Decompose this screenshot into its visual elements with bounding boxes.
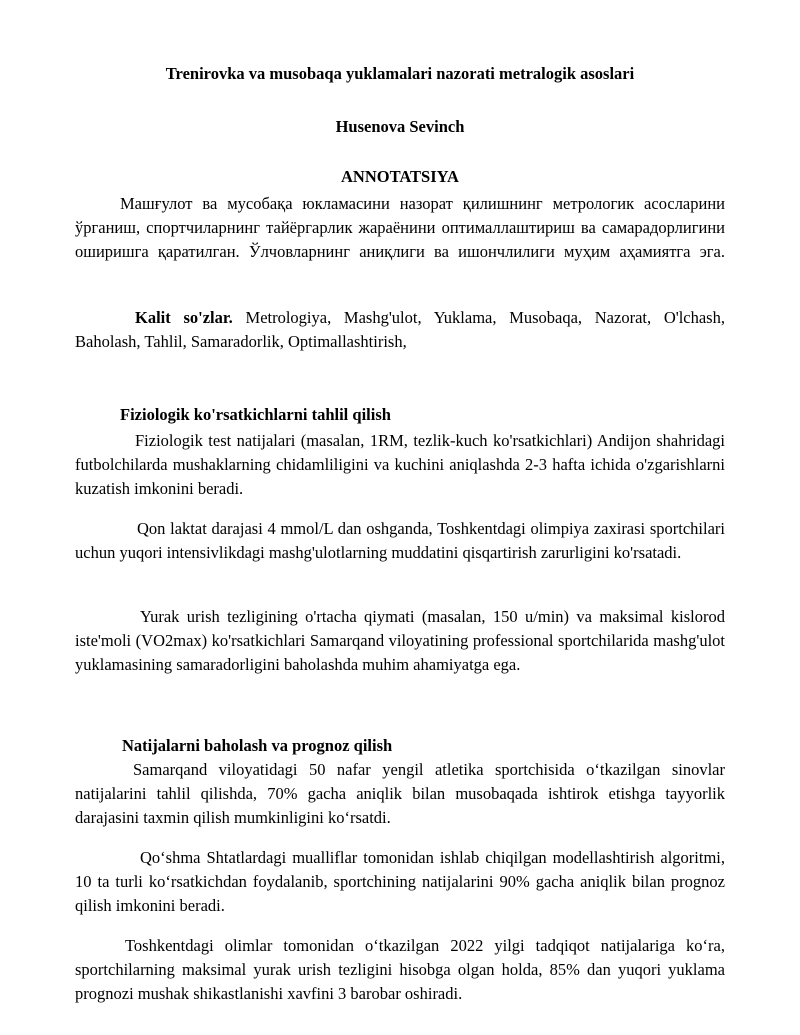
section2-heading: Natijalarni baholash va prognoz qilish [122, 736, 393, 755]
section1-paragraph: Fiziologik test natijalari (masalan, 1RM, tezlik-kuch ko'rsatkichlari) Andijon shahridagi futbolchilarda mushaklarning chidamliligini va kuchini aniqlashda 2-3 hafta ichida o'zgarishlarni kuzatish imkonini beradi. [75, 431, 725, 498]
annotation-heading: ANNOTATSIYA [341, 167, 459, 186]
keywords-text: Metrologiya, Mashg'ulot, Yuklama, Musobaqa, Nazorat, O'lchash, Baholash, Tahlil, Samaradorlik, Optimallashtirish, [75, 308, 725, 351]
keywords-label: Kalit so'zlar. [135, 308, 233, 327]
keywords-paragraph [75, 306, 725, 354]
section2-paragraph: Samarqand viloyatidagi 50 nafar yengil atletika sportchisida o‘tkazilgan sinovlar natijalarini tahlil qilishda, 70% gacha aniqlik bilan musobaqada ishtirok etishga tayyorlik darajasini taxmin qilish mumkinligini ko‘rsatdi. [75, 760, 725, 827]
author-name: Husenova Sevinch [335, 117, 465, 136]
section1-paragraph: Yurak urish tezligining o'rtacha qiymati (masalan, 150 u/min) va maksimal kislorod iste'moli (VO2max) ko'rsatkichlari Samarqand viloyatining professional sportchilarida mashg'ulot yuklamasining samaradorligini baholashda muhim ahamiyatga ega. [75, 607, 725, 674]
annotation-text: Машғулот ва мусобақа юкламасини назорат қилишнинг метрологик асосларини ўрганиш, спортчиларнинг тайёргарлик жараёнини оптималлаштириш ва самарадорлигини оширишга қаратилган. Ўлчовларнинг аниқлиги ва ишончлилиги муҳим аҳамиятга эга. [75, 194, 725, 261]
section1-paragraph: Qon laktat darajasi 4 mmol/L dan oshganda, Toshkentdagi olimpiya zaxirasi sportchilari uchun yuqori intensivlikdagi mashg'ulotlarning muddatini qisqartirish zarurligini ko'rsatadi. [75, 519, 725, 562]
document-title: Trenirovka va musobaqa yuklamalari nazorati metralogik asoslari [165, 64, 635, 83]
section2-paragraph: Toshkentdagi olimlar tomonidan o‘tkazilgan 2022 yilgi tadqiqot natijalariga ko‘ra, sportchilarning maksimal yurak urish tezligini hisobga olgan holda, 85% dan yuqori yuklama prognozi mushak shikastlanishi xavfini 3 barobar oshiradi. [75, 936, 725, 1003]
section1-heading: Fiziologik ko'rsatkichlarni tahlil qilish [120, 405, 391, 424]
section2-paragraph: Qo‘shma Shtatlardagi mualliflar tomonidan ishlab chiqilgan modellashtirish algoritmi, 10 ta turli ko‘rsatkichdan foydalanib, sportchining natijalarini 90% gacha aniqlik bilan prognoz qilish imkonini beradi. [75, 848, 725, 915]
